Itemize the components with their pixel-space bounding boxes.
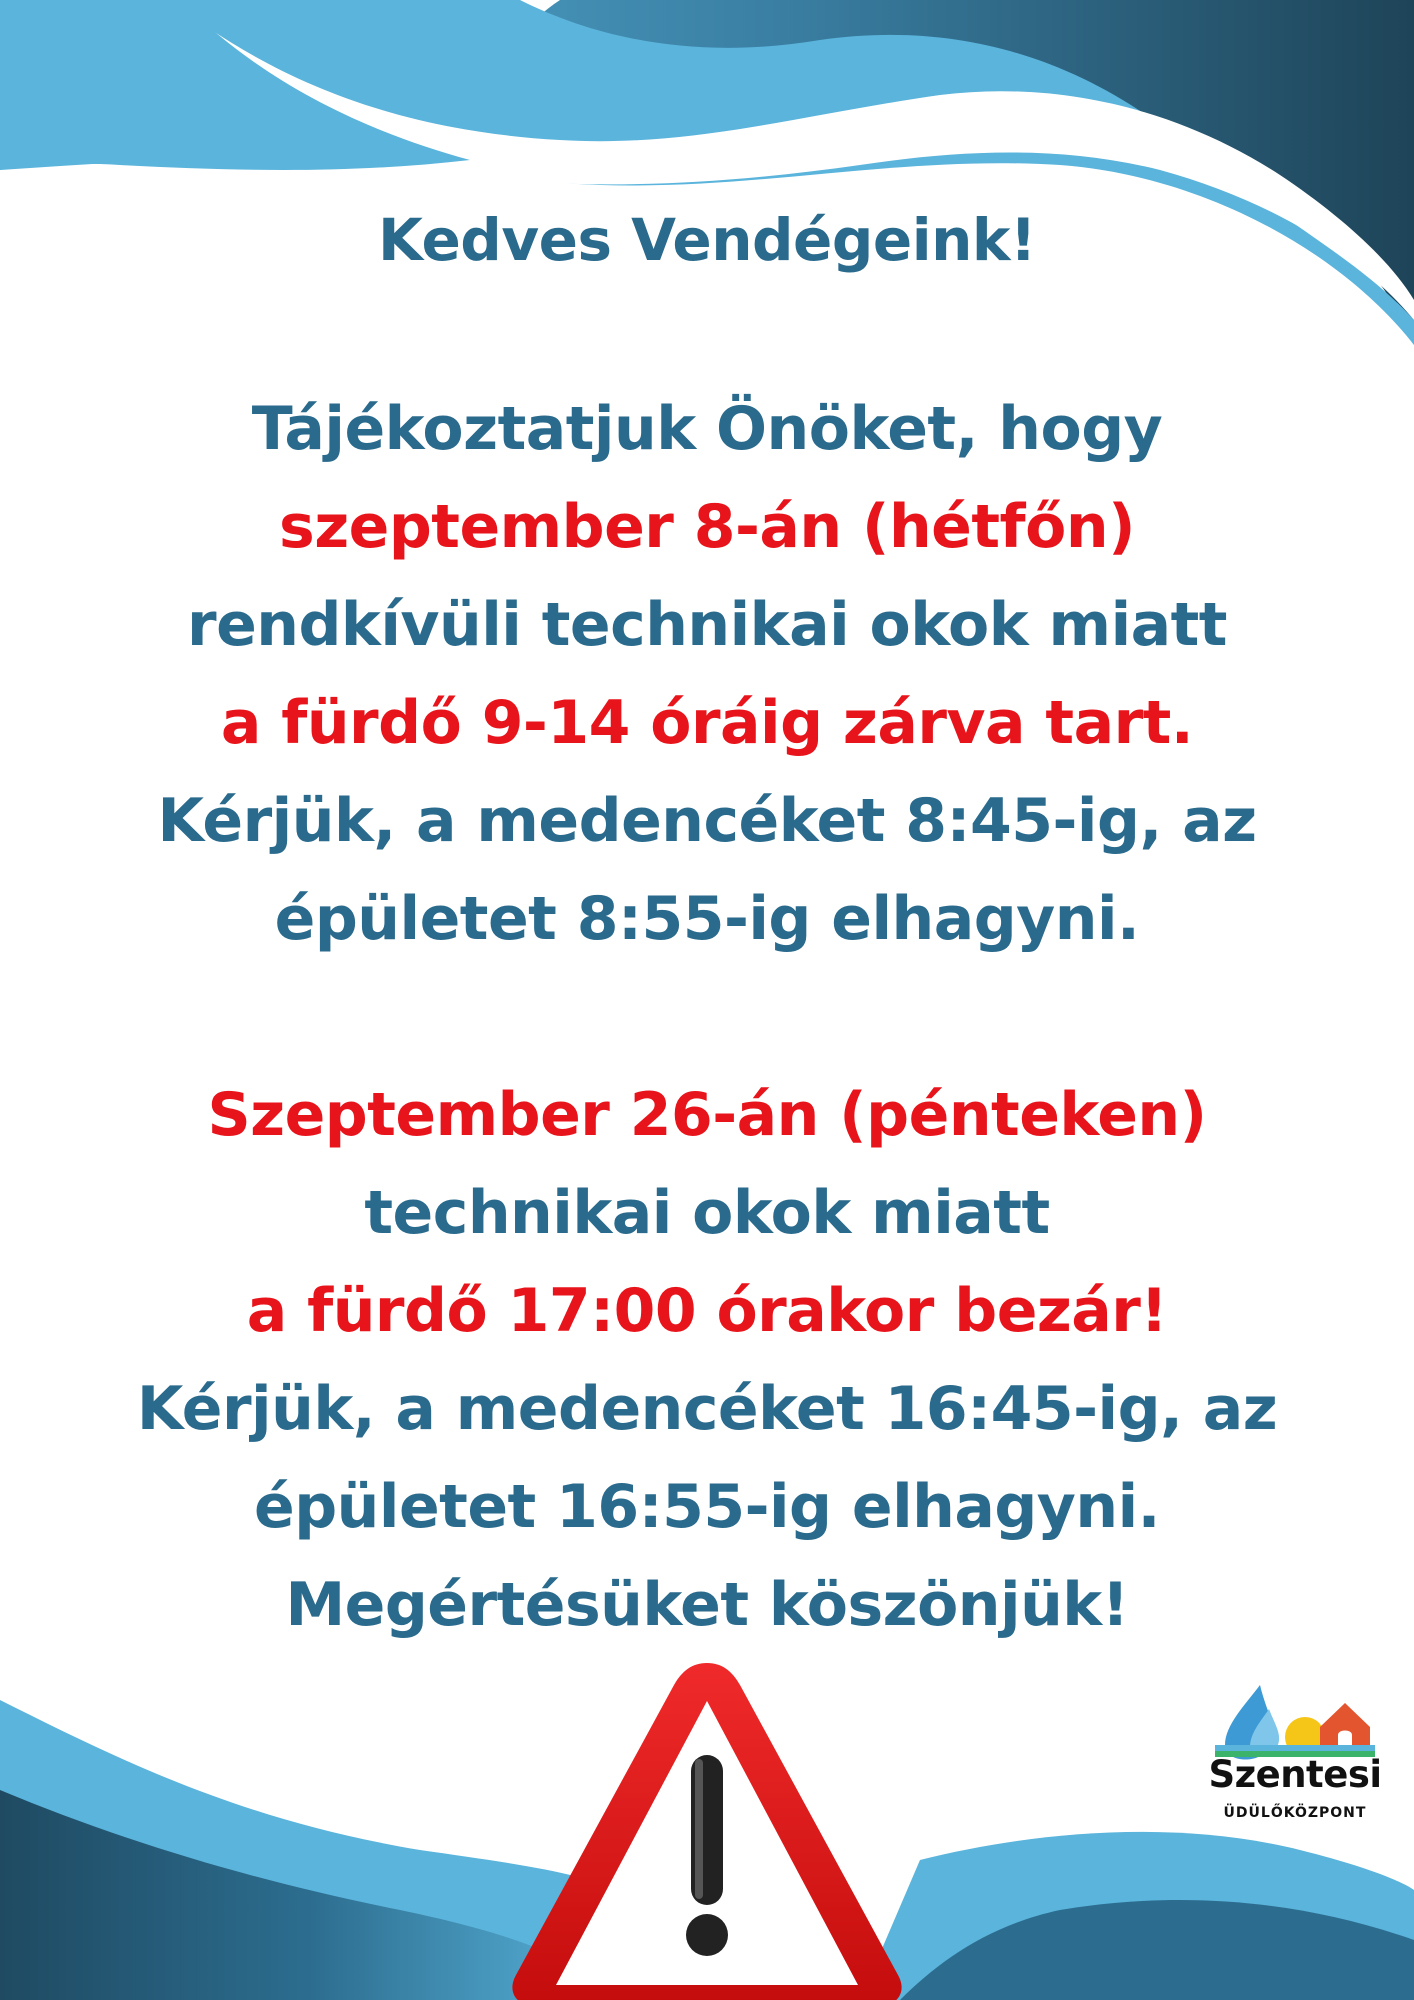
logo-subtitle: ÜDÜLŐKÖZPONT — [1223, 1805, 1367, 1821]
notice2-closure: a fürdő 17:00 órakor bezár! — [246, 1276, 1168, 1346]
notice2-request: Kérjük, a medencéket 16:45-ig, az — [136, 1374, 1278, 1444]
notice-text — [0, 200, 1414, 1654]
notice1-intro: Tájékoztatjuk Önöket, hogy — [251, 394, 1163, 464]
thanks: Megértésüket köszönjük! — [285, 1570, 1129, 1640]
notice1-request: Kérjük, a medencéket 8:45-ig, az — [157, 786, 1257, 856]
notice1-request2: épületet 8:55-ig elhagyni. — [274, 884, 1140, 954]
notice1-closure: a fürdő 9-14 óráig zárva tart. — [220, 688, 1194, 758]
logo-name: Szentesi — [1208, 1753, 1382, 1796]
notice2-request2: épületet 16:55-ig elhagyni. — [254, 1472, 1160, 1542]
warning-triangle-icon — [510, 1655, 905, 2000]
notice2-reason: technikai okok miatt — [364, 1178, 1050, 1248]
notice2-date: Szeptember 26-án (pénteken) — [207, 1080, 1207, 1150]
notice1-date: szeptember 8-án (hétfőn) — [278, 492, 1135, 562]
notice1-reason: rendkívüli technikai okok miatt — [186, 590, 1227, 660]
greeting: Kedves Vendégeink! — [378, 206, 1036, 274]
